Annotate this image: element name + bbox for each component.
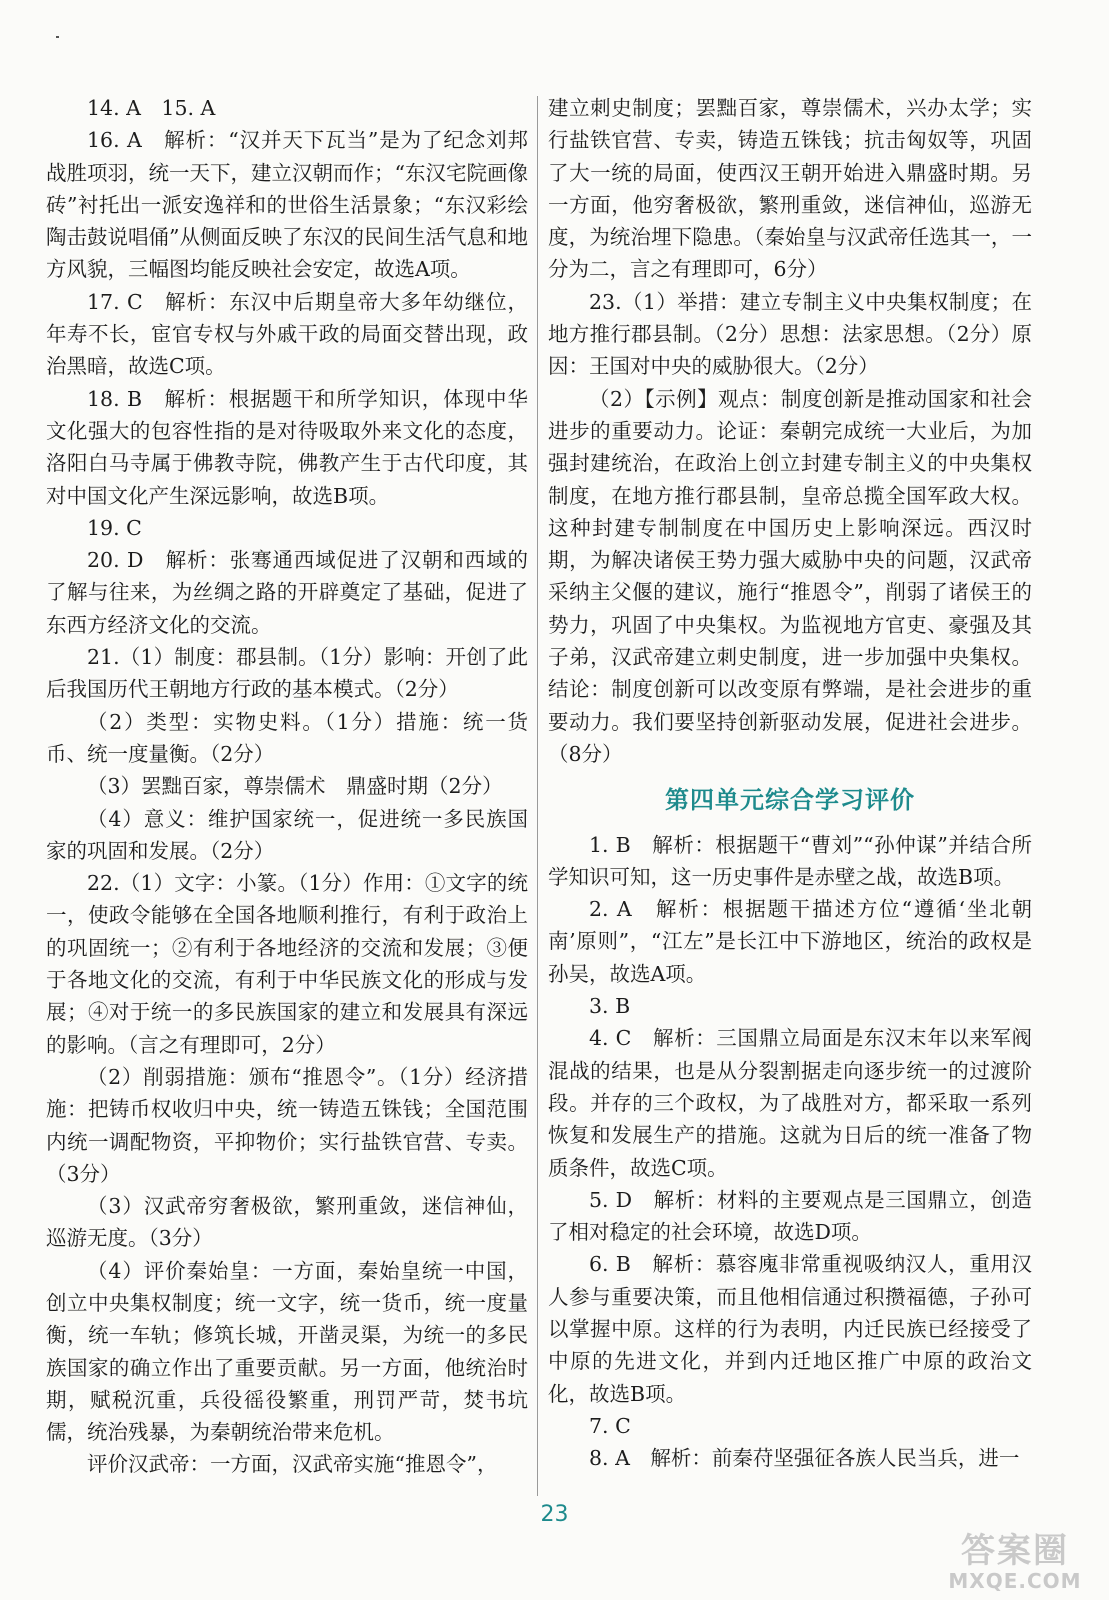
page-number: 23 bbox=[540, 1502, 569, 1527]
unit4-answer-3: 3. B bbox=[589, 994, 631, 1019]
answer-21-1: 21.（1）制度：郡县制。（1分）影响：开创了此后我国历代王朝地方行政的基本模式。（2分） bbox=[46, 645, 528, 702]
unit4-answer-7: 7. C bbox=[589, 1413, 631, 1438]
answer-22-4-continued: 建立刺史制度；罢黜百家，尊崇儒术，兴办太学；实行盐铁官营、专卖，铸造五铢钱；抗击匈奴等，巩固了大一统的局面，使西汉王朝开始进入鼎盛时期。另一方面，他穷奢极欲，繁刑重敛，迷信神仙，巡游无度，为统治埋下隐患。（秦始皇与汉武帝任选其一，一分为二，言之有理即可，6分） bbox=[548, 96, 1032, 282]
section-title: 第四单元综合学习评价 bbox=[665, 786, 915, 815]
watermark bbox=[935, 1532, 1095, 1592]
answer-21-2: （2）类型：实物史料。（1分）措施：统一货币、统一度量衡。（2分） bbox=[46, 709, 528, 766]
answer-14-15: 14. A 15. A bbox=[87, 96, 216, 120]
answer-22-3: （3）汉武帝穷奢极欲，繁刑重敛，迷信神仙，巡游无度。（3分） bbox=[46, 1194, 528, 1251]
answer-22-4-han: 评价汉武帝：一方面，汉武帝实施“推恩令”， bbox=[87, 1452, 498, 1477]
watermark-logo: 答案圈 bbox=[961, 1531, 1069, 1571]
unit4-answer-8: 8. A 解析：前秦苻坚强征各族人民当兵，进一 bbox=[589, 1446, 1020, 1471]
answer-19: 19. C bbox=[87, 515, 142, 540]
answer-22-4-qin: （4）评价秦始皇：一方面，秦始皇统一中国，创立中央集权制度；统一文字，统一货币，统一度量衡，统一车轨；修筑长城，开凿灵渠，为统一的多民族国家的确立作出了重要贡献。另一方面，他统治时期，赋税沉重，兵役徭役繁重，刑罚严苛，焚书坑儒，统治残暴，为秦朝统治带来危机。 bbox=[46, 1258, 528, 1445]
answer-22-1: 22.（1）文字：小篆。（1分）作用：①文字的统一，使政令能够在全国各地顺利推行，有利于政治上的巩固统一；②有利于各地经济的交流和发展；③便于各地文化的交流，有利于中华民族文化的形成与发展；④对于统一的多民族国家的建立和发展具有深远的影响。（言之有理即可，2分） bbox=[46, 871, 528, 1057]
answer-23-2: （2）【示例】观点：制度创新是推动国家和社会进步的重要动力。论证：秦朝完成统一大业后，为加强封建统治，在政治上创立封建专制主义的中央集权制度，在地方推行郡县制，皇帝总揽全国军政大权。这种封建专制制度在中国历史上影响深远。西汉时期，为解决诸侯王势力强大威胁中央的问题，汉武帝采纳主父偃的建议，施行“推恩令”，削弱了诸侯王的势力，巩固了中央集权。为监视地方官吏、豪强及其子弟，汉武帝建立刺史制度，进一步加强中央集权。结论：制度创新可以改变原有弊端，是社会进步的重要动力。我们要坚持创新驱动发展，促进社会进步。（8分） bbox=[548, 386, 1032, 766]
unit4-answer-1: 1. B 解析：根据题干“曹刘”“孙仲谋”并结合所学知识可知，这一历史事件是赤壁之战，故选B项。 bbox=[548, 832, 1032, 889]
answer-21-4: （4）意义：维护国家统一，促进统一多民族国家的巩固和发展。（2分） bbox=[46, 806, 528, 863]
answer-18: 18. B 解析：根据题干和所学知识，体现中华文化强大的包容性指的是对待吸取外来文化的态度，洛阳白马寺属于佛教寺院，佛教产生于古代印度，其对中国文化产生深远影响，故选B项。 bbox=[46, 386, 528, 508]
left-column bbox=[46, 92, 528, 1481]
right-column bbox=[548, 92, 1032, 1474]
answer-17: 17. C 解析：东汉中后期皇帝大多年幼继位，年寿不长，宦官专权与外戚干政的局面交替出现，政治黑暗，故选C项。 bbox=[46, 289, 528, 379]
column-divider bbox=[537, 96, 538, 1496]
scan-mark bbox=[56, 36, 59, 38]
answer-20: 20. D 解析：张骞通西域促进了汉朝和西域的了解与往来，为丝绸之路的开辟奠定了基础，促进了东西方经济文化的交流。 bbox=[46, 548, 528, 637]
answer-22-2: （2）削弱措施：颁布“推恩令”。（1分）经济措施：把铸币权收归中央，统一铸造五铢钱；全国范围内统一调配物资，平抑物价；实行盐铁官营、专卖。（3分） bbox=[46, 1064, 528, 1186]
answer-16: 16. A 解析：“汉并天下瓦当”是为了纪念刘邦战胜项羽，统一天下，建立汉朝而作；“东汉宅院画像砖”衬托出一派安逸祥和的世俗生活景象；“东汉彩绘陶击鼓说唱俑”从侧面反映了东汉的民间生活气息和地方风貌，三幅图均能反映社会安定，故选A项。 bbox=[46, 128, 528, 282]
unit4-answer-6: 6. B 解析：慕容廆非常重视吸纳汉人，重用汉人参与重要决策，而且他相信通过积攒福德，子孙可以掌握中原。这样的行为表明，内迁民族已经接受了中原的先进文化，并到内迁地区推广中原的政治文化，故选B项。 bbox=[548, 1252, 1032, 1406]
unit4-answer-2: 2. A 解析：根据题干描述方位“遵循‘坐北朝南’原则”，“江左”是长江中下游地区，统治的政权是孙吴，故选A项。 bbox=[548, 897, 1032, 986]
unit4-answer-5: 5. D 解析：材料的主要观点是三国鼎立，创造了相对稳定的社会环境，故选D项。 bbox=[548, 1187, 1032, 1245]
answer-21-3: （3）罢黜百家，尊崇儒术 鼎盛时期（2分） bbox=[87, 774, 503, 799]
watermark-url: MXQE.COM bbox=[948, 1569, 1082, 1593]
unit4-answer-4: 4. C 解析：三国鼎立局面是东汉末年以来军阀混战的结果，也是从分裂割据走向逐步统一的过渡阶段。并存的三个政权，为了战胜对方，都采取一系列恢复和发展生产的措施。这就为日后的统一准备了物质条件，故选C项。 bbox=[548, 1026, 1032, 1180]
answer-23-1: 23.（1）举措：建立专制主义中央集权制度；在地方推行郡县制。（2分）思想：法家思想。（2分）原因：王国对中央的威胁很大。（2分） bbox=[548, 289, 1032, 379]
